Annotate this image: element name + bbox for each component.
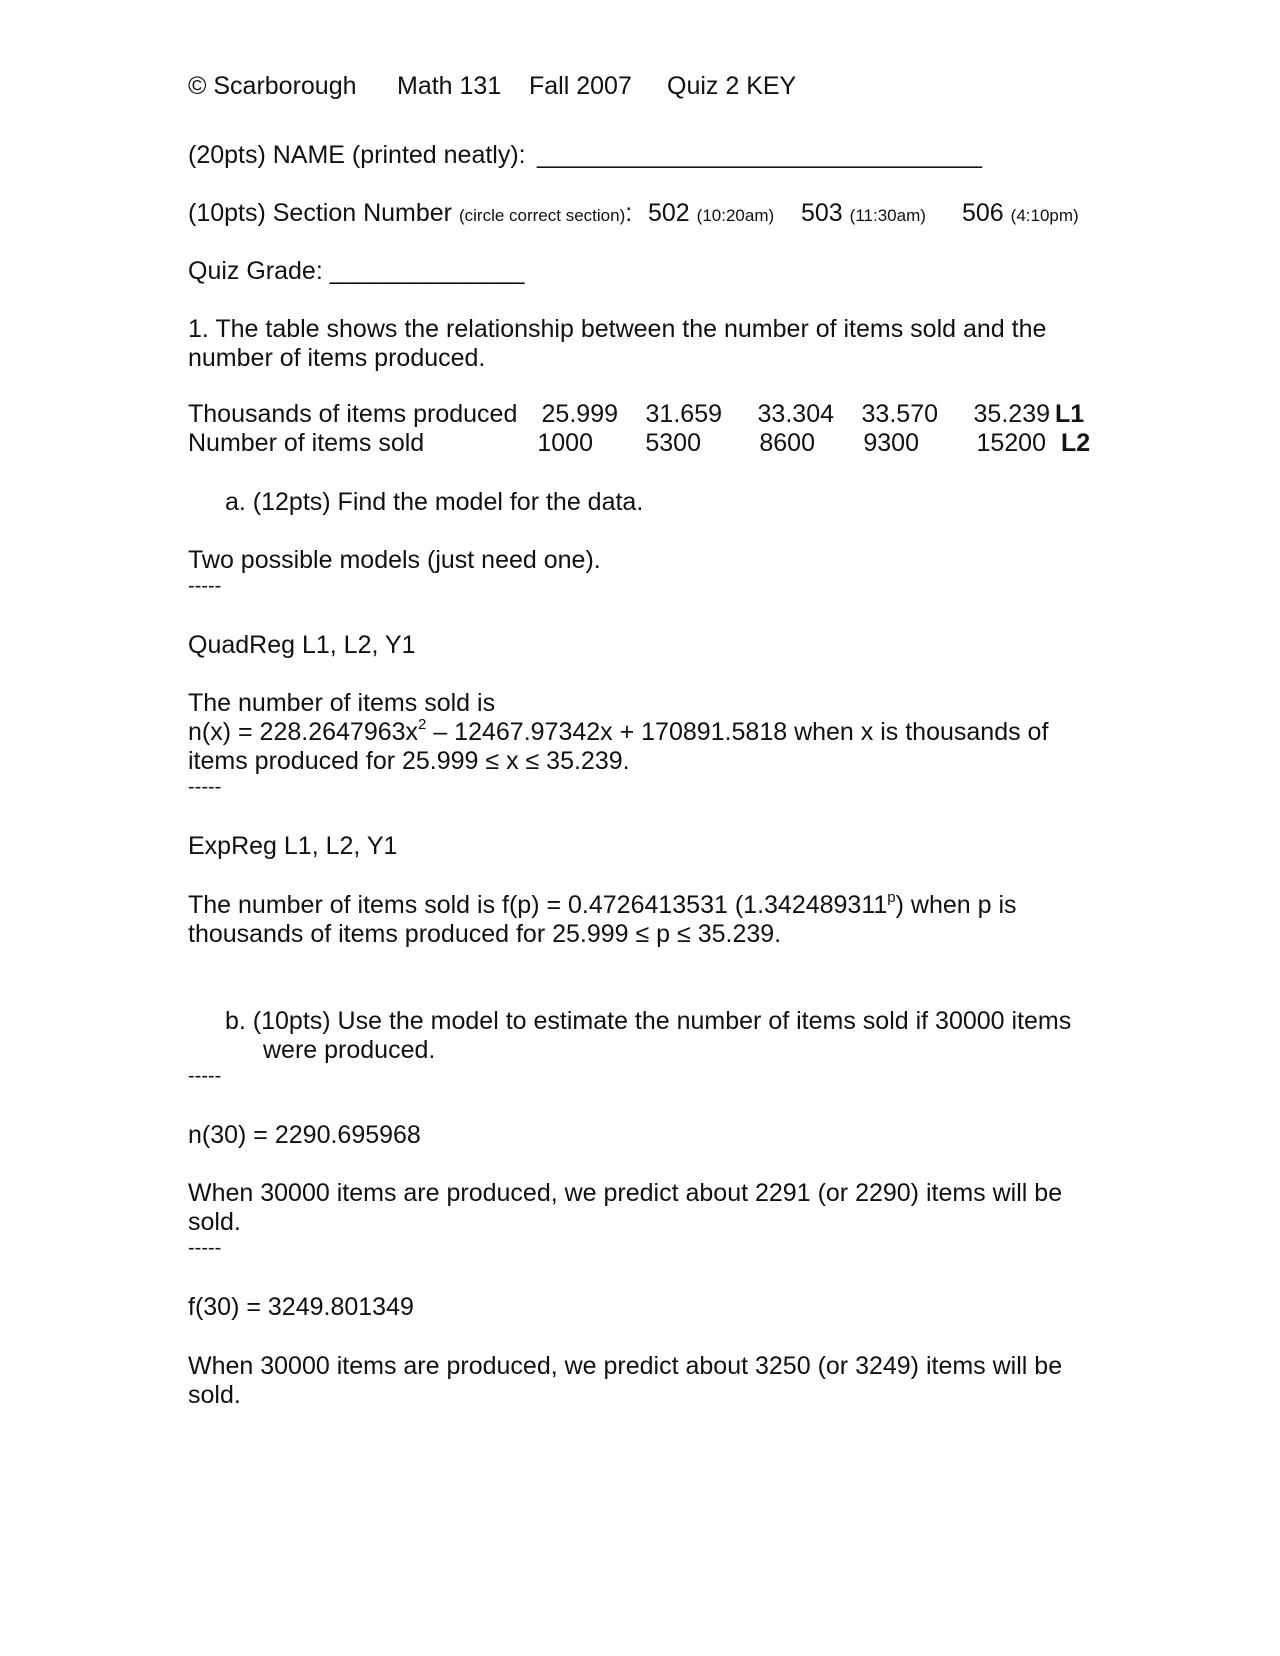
quad-answer-line2: sold.: [188, 1208, 241, 1236]
table-cell: 9300: [863, 429, 919, 457]
part-a-intro: Two possible models (just need one).: [188, 546, 601, 574]
grade-blank: ______________: [329, 257, 525, 285]
table-cell: 33.570: [861, 400, 938, 428]
table-cell: 31.659: [645, 400, 722, 428]
part-a-prompt: a. (12pts) Find the model for the data.: [225, 488, 644, 516]
question1-text-line1: 1. The table shows the relationship between the number of items sold and the: [188, 315, 1047, 343]
separator: -----: [188, 1065, 222, 1087]
exp-answer-line2: sold.: [188, 1381, 241, 1409]
quadreg-command: QuadReg L1, L2, Y1: [188, 631, 416, 659]
header-author: © Scarborough: [188, 72, 357, 100]
quad-evaluation: n(30) = 2290.695968: [188, 1121, 421, 1149]
exp-answer-line1: When 30000 items are produced, we predict about 3250 (or 3249) items will be: [188, 1352, 1063, 1380]
quad-answer-line1: When 30000 items are produced, we predict about 2291 (or 2290) items will be: [188, 1179, 1063, 1207]
page-header: [188, 71, 357, 101]
table-row1-list: L1: [1055, 400, 1085, 428]
quad-model-domain: items produced for 25.999 ≤ x ≤ 35.239.: [188, 747, 630, 775]
table-cell: 33.304: [757, 400, 834, 428]
table-cell: 25.999: [541, 400, 618, 428]
header-course: Math 131: [397, 72, 502, 100]
table-cell: 5300: [645, 429, 701, 457]
table-row1-label: Thousands of items produced: [188, 400, 518, 428]
exponent: 2: [418, 715, 427, 733]
section-option-503: 503 (11:30am): [801, 199, 926, 227]
section-colon: :: [625, 199, 633, 227]
exp-model-domain: thousands of items produced for 25.999 ≤ p ≤ 35.239.: [188, 920, 782, 948]
part-b-prompt-line2: were produced.: [263, 1036, 436, 1064]
table-row2-label: Number of items sold: [188, 429, 425, 457]
exponent: p: [887, 888, 896, 906]
exp-model-equation: The number of items sold is f(p) = 0.4726413531 (1.342489311$^p$) when p is: [188, 888, 1017, 919]
question1-text-line2: number of items produced.: [188, 344, 486, 372]
expreg-command: ExpReg L1, L2, Y1: [188, 832, 398, 860]
table-cell: 8600: [759, 429, 815, 457]
quad-model-line1: The number of items sold is: [188, 689, 496, 717]
table-cell: 35.239: [973, 400, 1050, 428]
section-note: (circle correct section): [458, 206, 626, 225]
section-option-506: 506 (4:10pm): [962, 199, 1079, 227]
section-line: [188, 198, 632, 231]
separator: -----: [188, 1237, 222, 1259]
grade-label: Quiz Grade:: [188, 257, 323, 285]
header-quiz: Quiz 2 KEY: [667, 72, 797, 100]
part-b-prompt-line1: b. (10pts) Use the model to estimate the number of items sold if 30000 items: [225, 1007, 1072, 1035]
table-cell: 1000: [537, 429, 593, 457]
table-cell: 15200: [976, 429, 1046, 457]
quad-model-equation: $n(x) = 228.2647963x^2 - 12467.97342x + 170891.5818$ when x is thousands of: [188, 715, 1049, 746]
grade-line: [188, 256, 524, 286]
section-label: (10pts) Section Number: [188, 199, 453, 227]
separator: -----: [188, 575, 222, 597]
table-row2-list: L2: [1061, 429, 1091, 457]
section-option-502: 502 (10:20am): [648, 199, 775, 227]
header-term: Fall 2007: [529, 72, 632, 100]
exp-evaluation: f(30) = 3249.801349: [188, 1293, 414, 1321]
name-blank: ________________________________: [537, 141, 982, 169]
name-label: (20pts) NAME (printed neatly):: [188, 141, 526, 169]
separator: -----: [188, 776, 222, 798]
